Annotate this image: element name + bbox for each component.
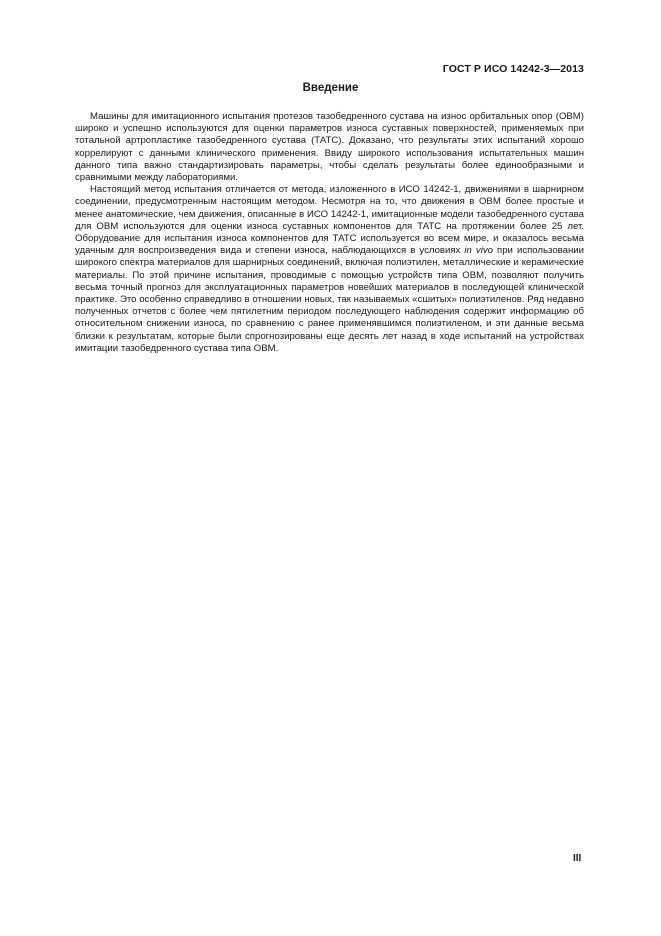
italic-term: in vivo: [464, 245, 493, 257]
paragraph-1: Машины для имитационного испытания протезов тазобедренного сустава на износ орбитальных опор (ОВМ) широко и успешно используются для оценки параметров износа суставных поверхностей, применяемых при тотальной артропластике тазобедренного сустава (ТАТС). Доказано, что результаты этих испытаний хорошо коррелируют с данными клинического применения. Ввиду широкого использования испытательных машин данного типа важно стандартизировать параметры, чтобы сделать результаты более единообразными и сравнимыми между лабораториями.: [75, 111, 584, 184]
document-code: ГОСТ Р ИСО 14242-3—2013: [442, 63, 584, 75]
paragraph-2: [75, 184, 584, 355]
page-number: III: [573, 853, 582, 864]
paragraph-2-part-1: Настоящий метод испытания отличается от метода, изложенного в ИСО 14242-1, движениями в шарнирном соединении, предусмотренным настоящим методом. Несмотря на то, что движения в ОВМ более простые и менее анатомические, чем движения, описанные в ИСО 14242-1, имитационные модели тазобедренного сустава для ОВМ используются для оценки износа суставных компонентов для ТАТС на протяжении более 25 лет. Оборудование для испытания износа компонентов для ТАТС используется во всем мире, и оказалось весьма удачным для воспроизведения вида и степени износа, наблюдающихся в условиях: [75, 184, 584, 257]
introduction-body: [75, 111, 584, 355]
section-title: Введение: [302, 82, 359, 94]
paragraph-2-part-2: при использовании широкого спектра материалов для шарнирных соединений, включая полиэтилен, металлические и керамические материалы. По этой причине испытания, проводимые с помощью устройств типа ОВМ, позволяют получить весьма точный прогноз для эксплуатационных параметров новейших материалов в последующей клинической практике. Это особенно справедливо в отношении новых, так называемых «сшитых» полиэтиленов. Ряд недавно полученных отчетов с более чем пятилетним периодом последующего наблюдения содержит информацию об относительном снижении износа, по сравнению с ранее применявшимся полиэтиленом, и эти данные весьма близки к результатам, которые были спрогнозированы еще десять лет назад в ходе испытаний на устройствах имитации тазобедренного сустава типа ОВМ.: [75, 245, 584, 354]
